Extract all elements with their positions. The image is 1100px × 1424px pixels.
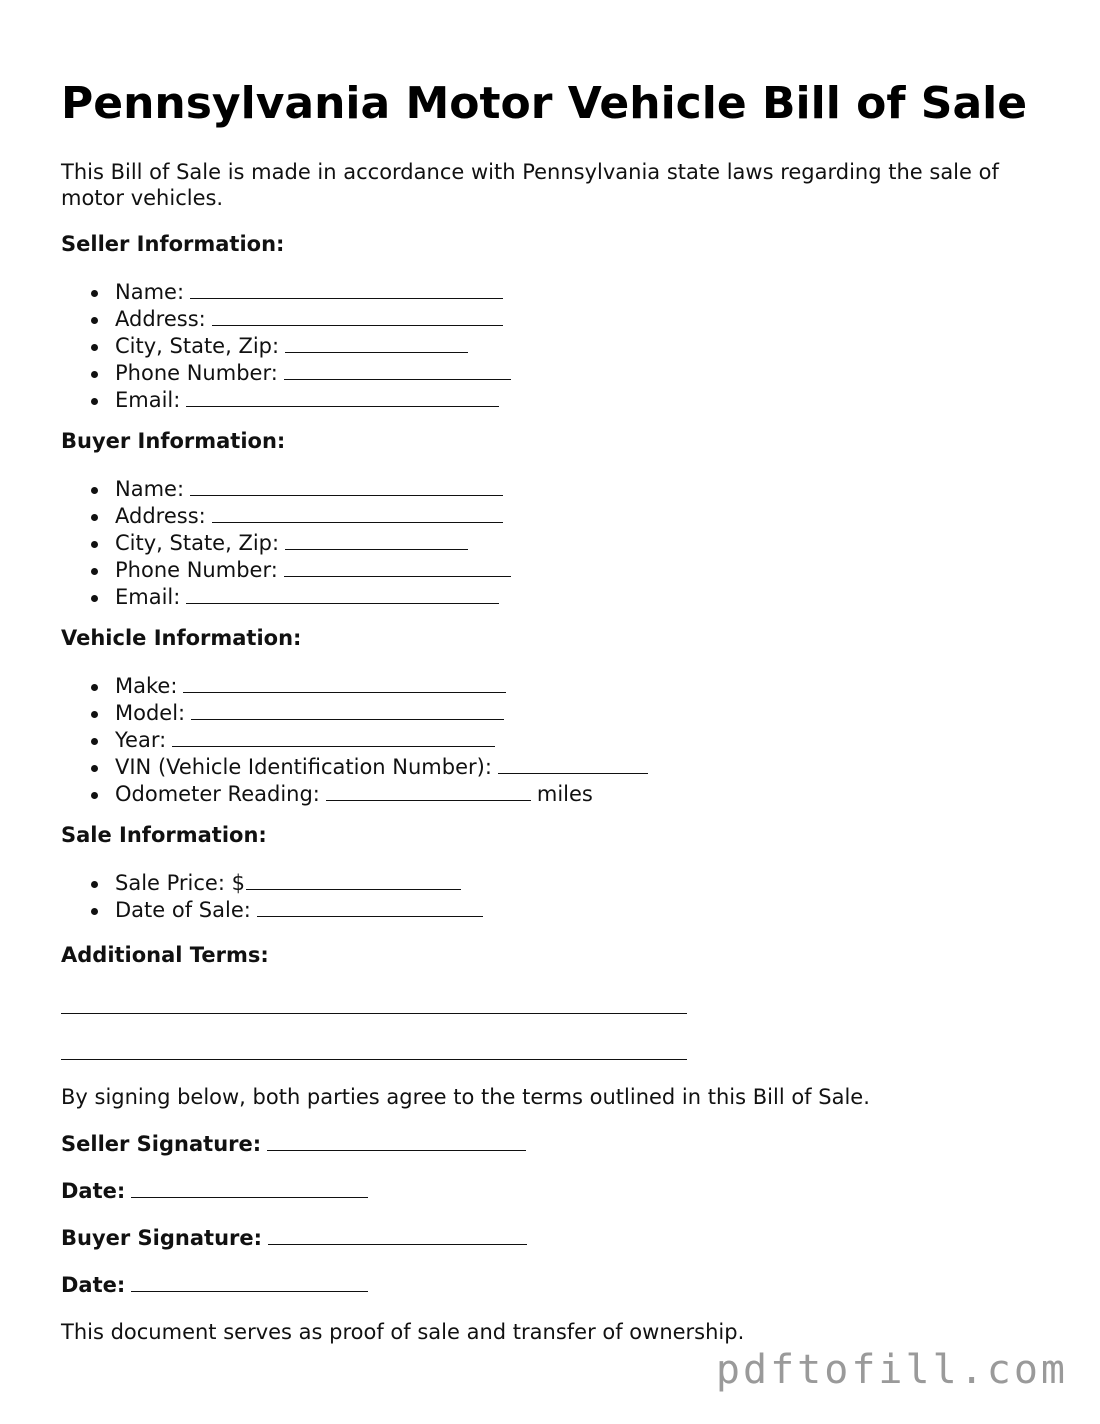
- footer-paragraph: This document serves as proof of sale and transfer of ownership.: [61, 1320, 745, 1344]
- vehicle-make-blank[interactable]: [183, 673, 506, 693]
- seller-email-item: [61, 387, 511, 414]
- buyer-email-label: Email:: [115, 584, 181, 609]
- buyer-signature-row: [61, 1225, 527, 1251]
- intro-paragraph: This Bill of Sale is made in accordance with Pennsylvania state laws regarding the sale of motor vehicles.: [61, 160, 999, 210]
- sale-fields: [61, 870, 483, 924]
- seller-address-blank[interactable]: [212, 306, 503, 326]
- buyer-signature-label: Buyer Signature:: [61, 1226, 263, 1250]
- odometer-unit: miles: [536, 781, 593, 806]
- seller-email-blank[interactable]: [186, 387, 499, 407]
- vehicle-model-label: Model:: [115, 700, 186, 725]
- buyer-date-blank[interactable]: [131, 1272, 368, 1292]
- seller-city-item: [61, 333, 511, 360]
- buyer-heading: Buyer Information:: [61, 429, 286, 453]
- sale-price-item: [61, 870, 483, 897]
- vehicle-year-item: [61, 727, 648, 754]
- seller-signature-label: Seller Signature:: [61, 1132, 262, 1156]
- vehicle-heading: Vehicle Information:: [61, 626, 302, 650]
- seller-address-item: [61, 306, 511, 333]
- buyer-date-label: Date:: [61, 1273, 126, 1297]
- buyer-phone-blank[interactable]: [284, 557, 511, 577]
- buyer-name-blank[interactable]: [190, 476, 503, 496]
- seller-date-blank[interactable]: [131, 1178, 368, 1198]
- sale-date-label: Date of Sale:: [115, 897, 251, 922]
- seller-phone-blank[interactable]: [284, 360, 511, 380]
- sale-date-blank[interactable]: [257, 897, 483, 917]
- seller-date-row: [61, 1178, 368, 1204]
- buyer-city-blank[interactable]: [285, 530, 468, 550]
- vehicle-make-label: Make:: [115, 674, 178, 698]
- seller-signature-row: [61, 1131, 526, 1157]
- buyer-address-label: Address:: [115, 503, 206, 528]
- sale-heading: Sale Information:: [61, 823, 267, 847]
- vehicle-odometer-blank[interactable]: [326, 781, 531, 801]
- vehicle-year-label: Year:: [115, 727, 167, 752]
- additional-terms-line-2[interactable]: [61, 1059, 687, 1060]
- seller-city-label: City, State, Zip:: [115, 333, 280, 358]
- vehicle-fields: [61, 673, 648, 808]
- seller-date-label: Date:: [61, 1179, 126, 1203]
- buyer-email-blank[interactable]: [186, 584, 499, 604]
- buyer-date-row: [61, 1272, 368, 1298]
- vehicle-model-item: [61, 700, 648, 727]
- watermark: pdftofill.com: [715, 1347, 1068, 1393]
- buyer-city-label: City, State, Zip:: [115, 530, 280, 555]
- seller-name-item: [61, 279, 511, 306]
- seller-fields: [61, 279, 511, 414]
- buyer-phone-label: Phone Number:: [115, 557, 278, 582]
- sale-price-label: Sale Price: $: [115, 871, 245, 895]
- seller-email-label: Email:: [115, 387, 181, 412]
- buyer-phone-item: [61, 557, 511, 584]
- vehicle-vin-label: VIN (Vehicle Identification Number):: [115, 754, 492, 779]
- vehicle-model-blank[interactable]: [191, 700, 504, 720]
- seller-phone-item: [61, 360, 511, 387]
- document-title: Pennsylvania Motor Vehicle Bill of Sale: [61, 78, 1028, 129]
- seller-city-blank[interactable]: [285, 333, 468, 353]
- agreement-paragraph: By signing below, both parties agree to the terms outlined in this Bill of Sale.: [61, 1085, 870, 1109]
- seller-name-label: Name:: [115, 280, 185, 304]
- seller-heading: Seller Information:: [61, 232, 285, 256]
- vehicle-odometer-item: [61, 781, 648, 808]
- buyer-name-label: Name:: [115, 477, 185, 501]
- vehicle-vin-blank[interactable]: [498, 754, 648, 774]
- vehicle-year-blank[interactable]: [172, 727, 495, 747]
- buyer-fields: [61, 476, 511, 611]
- additional-terms-line-1[interactable]: [61, 1013, 687, 1014]
- buyer-name-item: [61, 476, 511, 503]
- buyer-email-item: [61, 584, 511, 611]
- seller-address-label: Address:: [115, 306, 206, 331]
- sale-price-blank[interactable]: [246, 870, 461, 890]
- buyer-city-item: [61, 530, 511, 557]
- seller-name-blank[interactable]: [190, 279, 503, 299]
- vehicle-make-item: [61, 673, 648, 700]
- buyer-address-blank[interactable]: [212, 503, 503, 523]
- additional-terms-heading: Additional Terms:: [61, 943, 269, 967]
- buyer-address-item: [61, 503, 511, 530]
- buyer-signature-blank[interactable]: [268, 1225, 527, 1245]
- vehicle-vin-item: [61, 754, 648, 781]
- seller-signature-blank[interactable]: [267, 1131, 526, 1151]
- sale-date-item: [61, 897, 483, 924]
- vehicle-odometer-label: Odometer Reading:: [115, 781, 320, 806]
- seller-phone-label: Phone Number:: [115, 360, 278, 385]
